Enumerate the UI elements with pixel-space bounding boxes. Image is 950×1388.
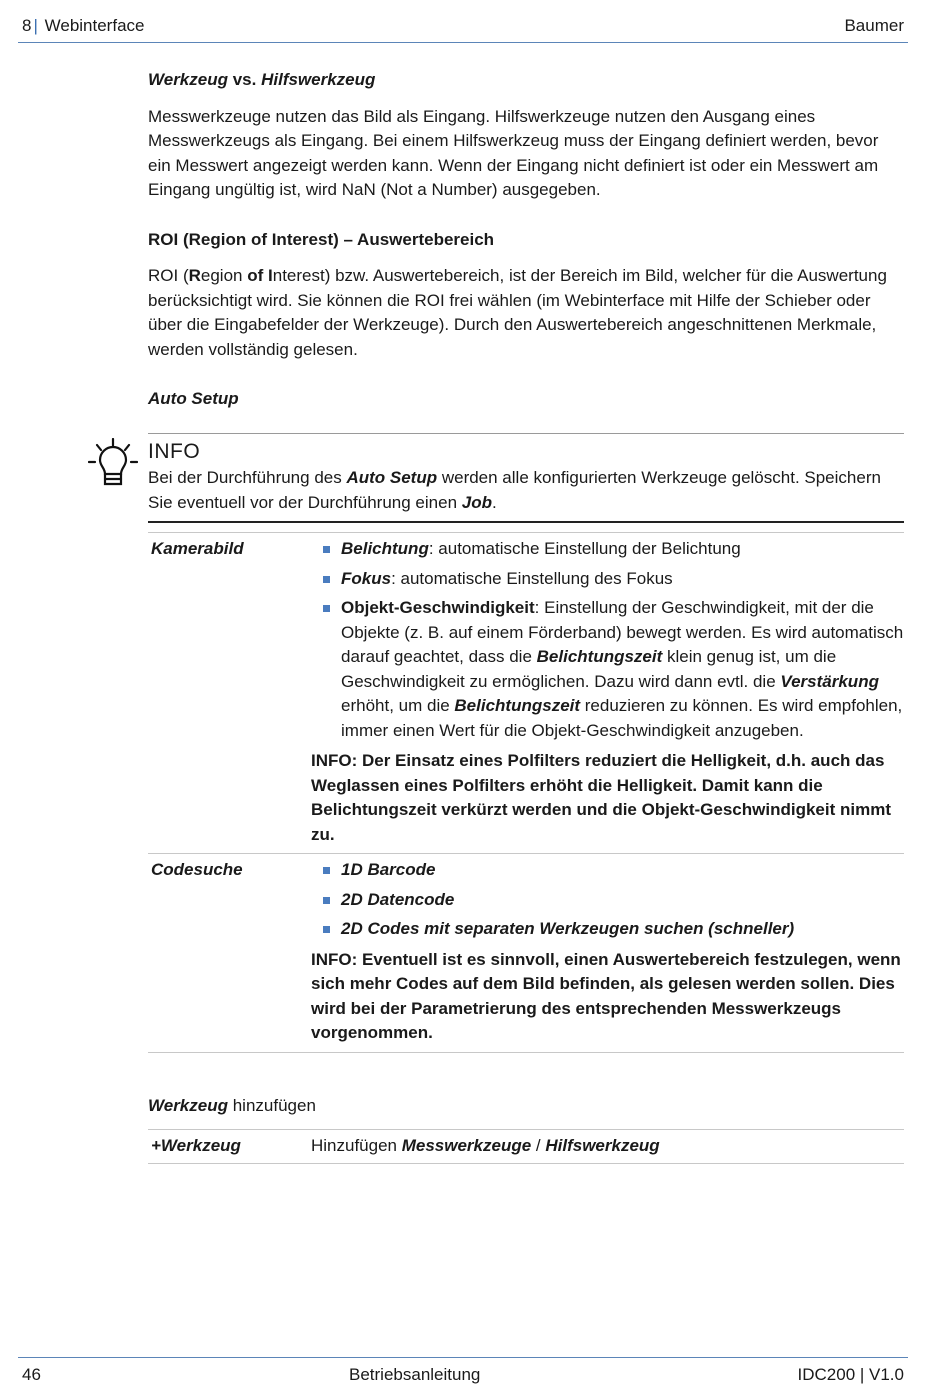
item-text: : Einstellung der Geschwindigkeit, mit der die Objekte (z. B. auf einem Förderband) bewegt werden. Es wird automatisch darauf geachtet, dass die xyxy=(341,598,904,666)
add-text-b: Messwerkzeuge xyxy=(401,1136,532,1155)
codesuche-list xyxy=(311,858,904,942)
item-term: Objekt-Geschwindigkeit xyxy=(341,598,535,617)
page-footer xyxy=(18,1357,908,1388)
info-box xyxy=(148,433,904,523)
add-text-a: Hinzufügen xyxy=(311,1136,402,1155)
row-value-add xyxy=(308,1130,904,1164)
info-text-d: Job xyxy=(461,492,492,512)
doc-title: Betriebsanleitung xyxy=(349,1365,481,1384)
row-value-codesuche xyxy=(308,854,904,1053)
table-row xyxy=(148,533,904,854)
row-key-kamerabild: Kamerabild xyxy=(151,539,244,558)
header-brand: Baumer xyxy=(844,16,904,35)
row-key-codesuche: Codesuche xyxy=(151,860,243,879)
item-term: Belichtungszeit xyxy=(454,696,581,715)
list-item xyxy=(341,567,904,592)
roi-text-a: ROI ( xyxy=(148,266,189,285)
add-text-d: Hilfswerkzeug xyxy=(545,1136,660,1155)
codesuche-note: INFO: Eventuell ist es sinnvoll, einen Auswertebereich festzulegen, wenn sich mehr Codes auf dem Bild befinden, als gelesen werden sollen. Dies wird bei der Parametrierung des entsprechenden Messwerkzeugs vorgenommen. xyxy=(311,949,901,1042)
list-item xyxy=(341,596,904,743)
item-term: Verstärkung xyxy=(780,671,879,691)
kamerabild-note: INFO: Der Einsatz eines Polfilters reduziert die Helligkeit, d.h. auch das Weglassen eines Polfilters erhöht die Helligkeit. Damit kann die Belichtungszeit verkürzt werden und die Objekt-Geschwindigkeit nimmt zu. xyxy=(311,751,891,844)
settings-table xyxy=(148,532,904,1053)
add-text-c: / xyxy=(531,1136,546,1155)
title-hilfswerkzeug: Hilfswerkzeug xyxy=(261,70,376,89)
roi-text-b: R xyxy=(188,266,201,285)
header-separator: | xyxy=(33,16,38,35)
main-content xyxy=(148,68,904,412)
chapter-title: Webinterface xyxy=(44,16,145,35)
title-vs: vs. xyxy=(228,70,262,89)
lightbulb-icon xyxy=(88,438,138,490)
item-text: : automatische Einstellung des Fokus xyxy=(391,568,673,588)
page-number: 46 xyxy=(22,1365,41,1384)
roi-text-g: nterest) bzw. Auswertebereich, ist der Bereich im Bild, welcher für die Auswertung berücksichtigt wird. Sie können die ROI frei wählen (im Webinterface mit Hilfe der Schieber oder über die Eingabefelder der Werkzeuge). Durch den Auswertebereich angeschnittenen Merkmale, werden vollständig gelesen. xyxy=(148,266,887,359)
item-term: Belichtung xyxy=(341,539,429,558)
roi-text-d: of xyxy=(247,266,264,285)
list-item xyxy=(341,537,904,562)
list-item: 1D Barcode xyxy=(341,858,904,883)
info-text-a: Bei der Durchführung des xyxy=(148,468,347,487)
kamerabild-list xyxy=(311,537,904,743)
section-title-roi: ROI (Region of Interest) – Auswertebereich xyxy=(148,229,495,249)
table-row xyxy=(148,1130,904,1164)
info-text-b: Auto Setup xyxy=(346,468,438,487)
title-werkzeug: Werkzeug xyxy=(148,70,228,89)
table-row xyxy=(148,854,904,1053)
item-text: klein genug ist, um die Geschwindigkeit zu ermöglichen. Dazu wird dann evtl. die xyxy=(341,647,837,691)
item-text: reduzieren zu können. Es wird empfohlen, immer einen Wert für die Objekt-Geschwindigkeit anzugeben. xyxy=(341,696,903,740)
page-header xyxy=(18,14,908,43)
item-term: Belichtungszeit xyxy=(536,647,663,666)
info-text-e: . xyxy=(491,492,497,512)
info-title: INFO xyxy=(148,440,201,463)
add-title-a: Werkzeug xyxy=(148,1096,228,1115)
list-item: 2D Codes mit separaten Werkzeugen suchen (schneller) xyxy=(341,917,904,942)
product-version: IDC200 | V1.0 xyxy=(797,1365,904,1384)
list-item: 2D Datencode xyxy=(341,888,904,913)
werkzeug-paragraph: Messwerkzeuge nutzen das Bild als Eingang. Hilfswerkzeuge nutzen den Ausgang eines Messwerkzeugs als Eingang. Bei einem Hilfswerkzeug muss der Eingang definiert werden, bevor ein Messwert angezeigt werden kann. Wenn der Eingang nicht definiert ist oder ein Messwert am Eingang ungültig ist, wird NaN (Not a Number) ausgegeben. xyxy=(148,106,879,199)
row-value-kamerabild xyxy=(308,533,904,854)
section-title-werkzeug xyxy=(148,68,904,93)
item-text: erhöht, um die xyxy=(341,696,455,715)
header-chapter xyxy=(22,16,144,36)
roi-paragraph xyxy=(148,264,904,362)
info-text xyxy=(148,466,904,515)
roi-text-c: egion xyxy=(200,266,248,285)
row-key-add: +Werkzeug xyxy=(151,1136,241,1155)
chapter-number: 8 xyxy=(22,16,32,35)
section-title-auto-setup: Auto Setup xyxy=(148,389,239,408)
info-text-c: werden alle konfigurierten Werkzeuge gelöscht. Speichern Sie eventuell vor der Durchführung einen xyxy=(148,468,881,512)
add-title-b: hinzufügen xyxy=(228,1096,316,1115)
item-text: : automatische Einstellung der Belichtung xyxy=(428,539,741,558)
add-table xyxy=(148,1129,904,1164)
roi-text-f: I xyxy=(268,266,273,285)
section-title-add xyxy=(148,1094,316,1118)
item-term: Fokus xyxy=(341,568,392,588)
